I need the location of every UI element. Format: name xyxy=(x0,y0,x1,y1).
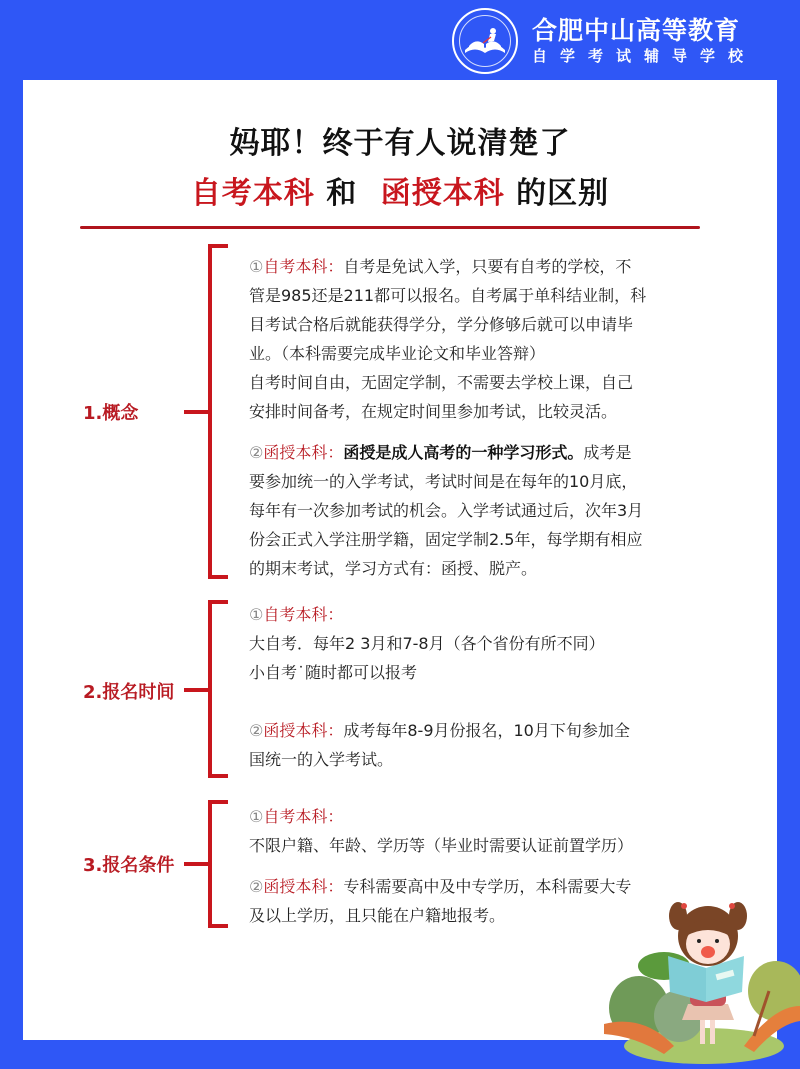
page-title-line2 xyxy=(23,168,777,212)
school-name: 合肥中山高等教育 xyxy=(532,16,741,45)
title-divider xyxy=(80,226,700,229)
list-item: ①自考本科： xyxy=(249,605,344,624)
bracket-tick xyxy=(184,410,210,414)
section-label: 1.概念 xyxy=(83,403,139,424)
title-suffix: 的区别 xyxy=(516,176,610,211)
school-subtitle: 自学考试辅导学校 xyxy=(532,47,757,65)
title-term-self-study: 自考本科 xyxy=(190,176,315,211)
page-title-line1: 妈耶！终于有人说清楚了 xyxy=(229,126,571,161)
section-bracket xyxy=(208,800,228,928)
list-item: ②函授本科：成考每年8-9月份报名，10月下旬参加全 xyxy=(249,721,630,740)
bracket-tick xyxy=(184,862,210,866)
girl-reading-book-illustration xyxy=(604,896,800,1069)
title-conjunction: 和 xyxy=(326,176,358,211)
list-item: ①自考本科： xyxy=(249,807,344,826)
item-heading: 自考本科： xyxy=(263,257,344,276)
open-book-emblem-icon xyxy=(452,8,518,74)
title-term-correspondence: 函授本科 xyxy=(380,176,505,211)
item-heading: 自考本科： xyxy=(263,807,344,826)
school-brand xyxy=(452,8,756,74)
item-heading: 函授本科： xyxy=(263,877,344,896)
list-item: ②函授本科：函授是成人高考的一种学习形式。成考是 xyxy=(249,443,632,462)
section-content: ①自考本科： 不限户籍、年龄、学历等（毕业时需要认证前置学历） ②函授本科：专科需要高中及中专学历，本科需要大专 及以上学历，且只能在户籍地报考。 xyxy=(249,802,709,930)
section-bracket xyxy=(208,244,228,579)
item-heading: 函授本科： xyxy=(263,443,344,462)
section-label: 2.报名时间 xyxy=(83,682,175,703)
section-bracket xyxy=(208,600,228,778)
list-item: ①自考本科：自考是免试入学，只要有自考的学校，不 xyxy=(249,257,632,276)
section-label: 3.报名条件 xyxy=(83,855,175,876)
list-item: ②函授本科：专科需要高中及中专学历，本科需要大专 xyxy=(249,877,632,896)
item-heading: 自考本科： xyxy=(263,605,344,624)
section-content: ①自考本科： 大自考．每年2 3月和7-8月（各个省份有所不同） 小自考˙随时都可以报考 ②函授本科：成考每年8-9月份报名，10月下旬参加全 国统一的入学考试。 xyxy=(249,600,709,774)
bracket-tick xyxy=(184,688,210,692)
section-content: ①自考本科：自考是免试入学，只要有自考的学校，不 管是985还是211都可以报名。自考属于单科结业制，科 目考试合格后就能获得学分，学分修够后就可以申请毕 业。（本科需要完成毕业论文和毕业答辩） 自考时间自由，无固定学制，不需要去学校上课，自己 安排时间备考，在规定时间里参加考试，比较灵活。 ②函授本科：函授是成人高考的一种学习形式。成考是 要参加统一的入学考试，考试时间是在每年的10月底， 每年有一次参加考试的机会。入学考试通过后，次年3月 份会正式入学注册学籍，固定学制2.5年，每学期有相应 的期末考试，学习方式有：函授、脱产。 xyxy=(249,252,709,583)
item-heading: 函授本科： xyxy=(263,721,344,740)
